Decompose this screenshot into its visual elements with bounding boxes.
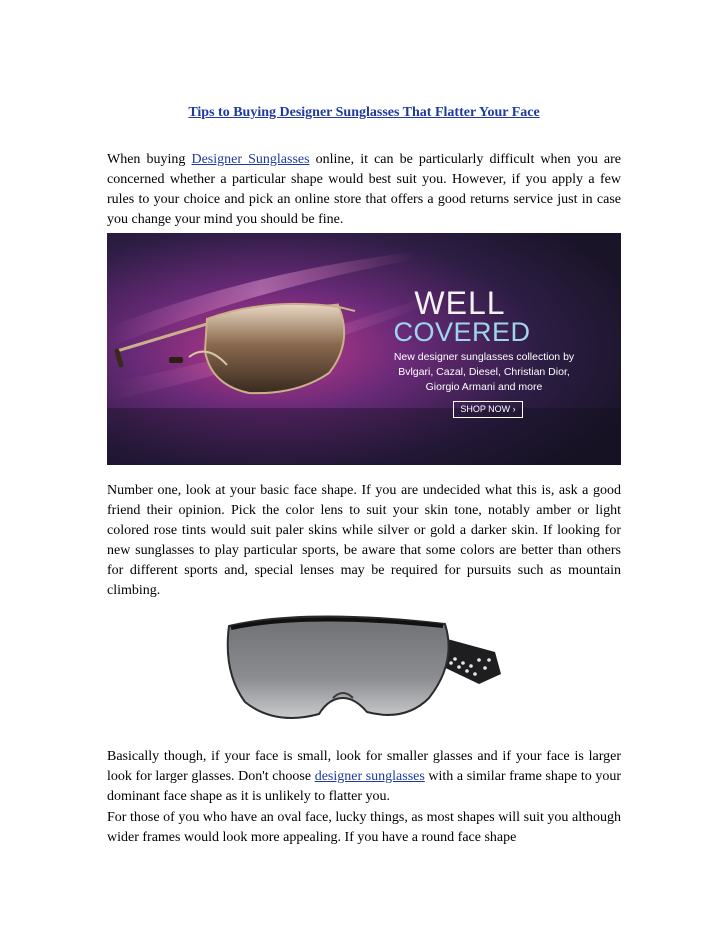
oval-face-paragraph: For those of you who have an oval face, lucky things, as most shapes will suit you although wider frames would look more appealing. If you have a round face shape (107, 810, 621, 845)
banner-line-3: Giorgio Armani and more (425, 381, 543, 393)
face-shape-paragraph: Number one, look at your basic face shape. If you are undecided what this is, ask a good friend their opinion. Pick the color lens to suit your skin tone, notably amber or light colored rose tints would suit paler skins while silver or gold a darker skin. If looking for new sunglasses to play particular sports, be aware that some colors are better than others for different sports and, special lenses may be required for pursuits such as mountain climbing. (107, 483, 621, 598)
page-title (0, 103, 728, 121)
face-size-paragraph (107, 747, 621, 807)
designer-sunglasses-link[interactable]: Designer Sunglasses (191, 152, 310, 167)
title-link[interactable]: Tips to Buying Designer Sunglasses That Flatter Your Face (188, 105, 540, 120)
shield-sunglasses-image (215, 602, 511, 734)
banner-headline-2: COVERED (393, 317, 531, 347)
intro-paragraph (107, 150, 621, 230)
banner-graphic (107, 233, 621, 465)
p3-after: with a similar frame shape to your dominant face shape as it is unlikely to flatter you. (107, 769, 621, 804)
p1-after: online, it can be particularly difficult when you are concerned whether a particular shape would best suit you. However, if you apply a few rules to your choice and pick an online store that offers a good returns service just in case you change your mind you should be fine. (107, 152, 621, 227)
shop-now-button[interactable]: SHOP NOW › (453, 401, 523, 418)
p3-before: Basically though, if your face is small, look for smaller glasses and if your face is larger look for larger glasses. Don't choose (107, 749, 621, 784)
banner-line-2: Bvlgari, Cazal, Diesel, Christian Dior, (398, 366, 570, 378)
banner-line-1: New designer sunglasses collection by (393, 351, 575, 363)
banner-headline-1: WELL (414, 285, 506, 321)
designer-sunglasses-link-2[interactable]: designer sunglasses (314, 769, 425, 784)
promo-banner[interactable] (107, 233, 621, 465)
p1-before: When buying (107, 152, 192, 167)
